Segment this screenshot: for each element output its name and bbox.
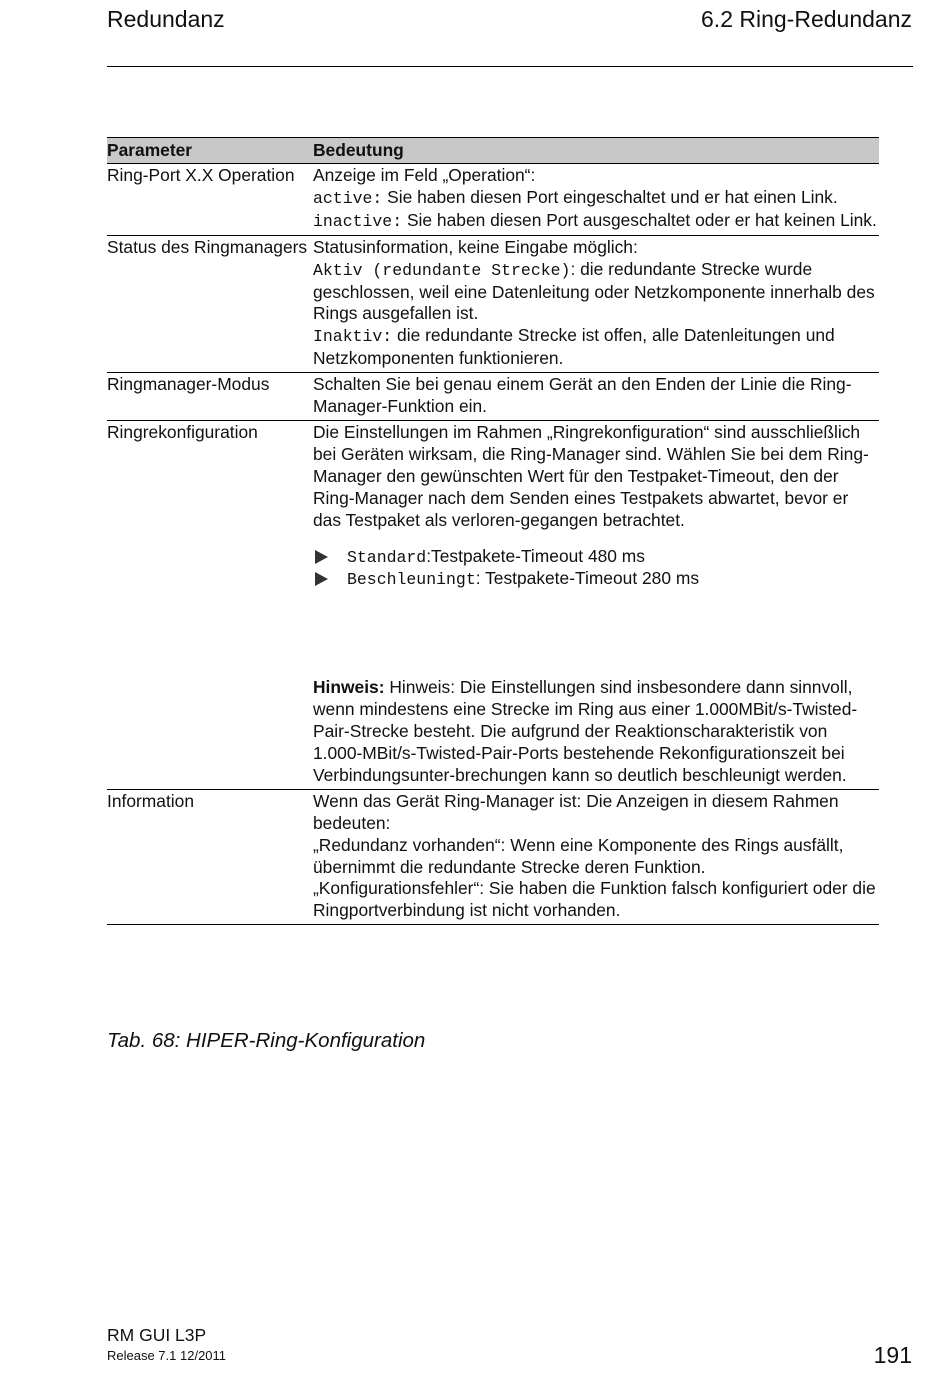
meaning-cell xyxy=(313,164,879,236)
triangle-bullet-icon xyxy=(315,550,328,564)
table-row xyxy=(107,164,879,236)
list-item xyxy=(313,546,879,569)
meaning-intro: Die Einstellungen im Rahmen „Ringrekonfiguration“ sind ausschließlich bei Geräten wirksam, die Ring-Manager sind. Wählen Sie bei dem Ring-Manager den gewünschten Wert für den Testpaket-Timeout, den der Ring-Manager nach dem Senden eines Testpakets abwartet, bevor er das Testpaket als verloren-gegangen betrachtet. xyxy=(313,421,869,530)
footer-release: Release 7.1 12/2011 xyxy=(107,1348,227,1363)
parameter-cell: Status des Ringmanagers xyxy=(107,235,313,372)
meaning-line: Statusinformation, keine Eingabe möglich: xyxy=(313,236,638,257)
table-caption: Tab. 68: HIPER-Ring-Konfiguration xyxy=(107,1029,426,1052)
footer-product: RM GUI L3P xyxy=(107,1325,207,1345)
code-value: Standard xyxy=(347,547,427,567)
meaning-line: Anzeige im Feld „Operation“: xyxy=(313,165,536,185)
triangle-bullet-icon xyxy=(315,572,328,586)
meaning-cell xyxy=(313,789,879,924)
code-value: Aktiv (redundante Strecke) xyxy=(313,260,571,280)
column-header-parameter: Parameter xyxy=(107,138,313,164)
meaning-line: Wenn das Gerät Ring-Manager ist: Die Anzeigen in diesem Rahmen bedeuten: xyxy=(313,790,839,833)
meaning-cell xyxy=(313,420,879,593)
header-rule xyxy=(107,66,913,67)
code-value: inactive: xyxy=(313,211,403,231)
timeout-option-list xyxy=(313,546,879,592)
page-number: 191 xyxy=(873,1342,912,1368)
parameter-cell: Ring-Port X.X Operation xyxy=(107,164,313,236)
table-row-spacer xyxy=(107,593,879,676)
meaning-line xyxy=(313,325,879,370)
table-row xyxy=(107,373,879,421)
column-header-meaning: Bedeutung xyxy=(313,138,879,164)
meaning-line xyxy=(313,210,879,233)
parameter-table xyxy=(107,137,879,925)
note-text: Hinweis: Die Einstellungen sind insbesondere dann sinnvoll, wenn mindestens eine Strecke im Ring aus einer 1.000MBit/s-Twisted-Pair-Strecke besteht. Die aufgrund der Reaktionscharakteristik von 1.000-MBit/s-Twisted-Pair-Ports bestehende Rekonfigurationszeit bei Verbindungsunter-brechungen kann so deutlich beschleunigt werden. xyxy=(313,677,858,785)
parameter-cell: Ringmanager-Modus xyxy=(107,373,313,421)
table-row xyxy=(107,676,879,789)
code-value: Inaktiv: xyxy=(313,327,393,347)
note-cell xyxy=(313,676,879,789)
meaning-line: „Konfigurationsfehler“: Sie haben die Funktion falsch konfiguriert oder die Ringportverbindung ist nicht vorhanden. xyxy=(313,878,876,921)
table-header-row xyxy=(107,138,879,164)
chapter-title: Redundanz xyxy=(107,6,225,32)
meaning-line xyxy=(313,187,879,210)
meaning-text: die redundante Strecke ist offen, alle Datenleitungen und Netzkomponenten funktionieren. xyxy=(313,325,835,369)
meaning-line: Schalten Sie bei genau einem Gerät an den Enden der Linie die Ring-Manager-Funktion ein. xyxy=(313,374,852,417)
note-label: Hinweis: xyxy=(313,677,385,698)
meaning-text: Sie haben diesen Port ausgeschaltet oder er hat keinen Link. xyxy=(402,209,877,230)
table-row xyxy=(107,420,879,593)
meaning-text: : die redundante Strecke wurde geschlossen, weil eine Datenleitung oder Netzkomponente innerhalb des Rings ausgefallen ist. xyxy=(313,258,875,324)
parameter-cell: Information xyxy=(107,789,313,924)
list-item xyxy=(313,568,879,591)
parameter-cell: Ringrekonfiguration xyxy=(107,421,258,442)
list-item-text: :Testpakete-Timeout 480 ms xyxy=(426,545,645,566)
code-value: active: xyxy=(313,188,383,208)
table-row xyxy=(107,789,879,924)
code-value: Beschleuningt xyxy=(347,570,476,590)
section-title: 6.2 Ring-Redundanz xyxy=(701,6,912,32)
meaning-line: „Redundanz vorhanden“: Wenn eine Komponente des Rings ausfällt, übernimmt die redundante Strecke deren Funktion. xyxy=(313,834,844,877)
list-item-text: : Testpakete-Timeout 280 ms xyxy=(475,568,700,589)
meaning-cell xyxy=(313,373,879,421)
meaning-cell xyxy=(313,235,879,372)
meaning-line xyxy=(313,259,879,326)
meaning-text: Sie haben diesen Port eingeschaltet und er hat einen Link. xyxy=(382,186,838,207)
table-row xyxy=(107,235,879,372)
